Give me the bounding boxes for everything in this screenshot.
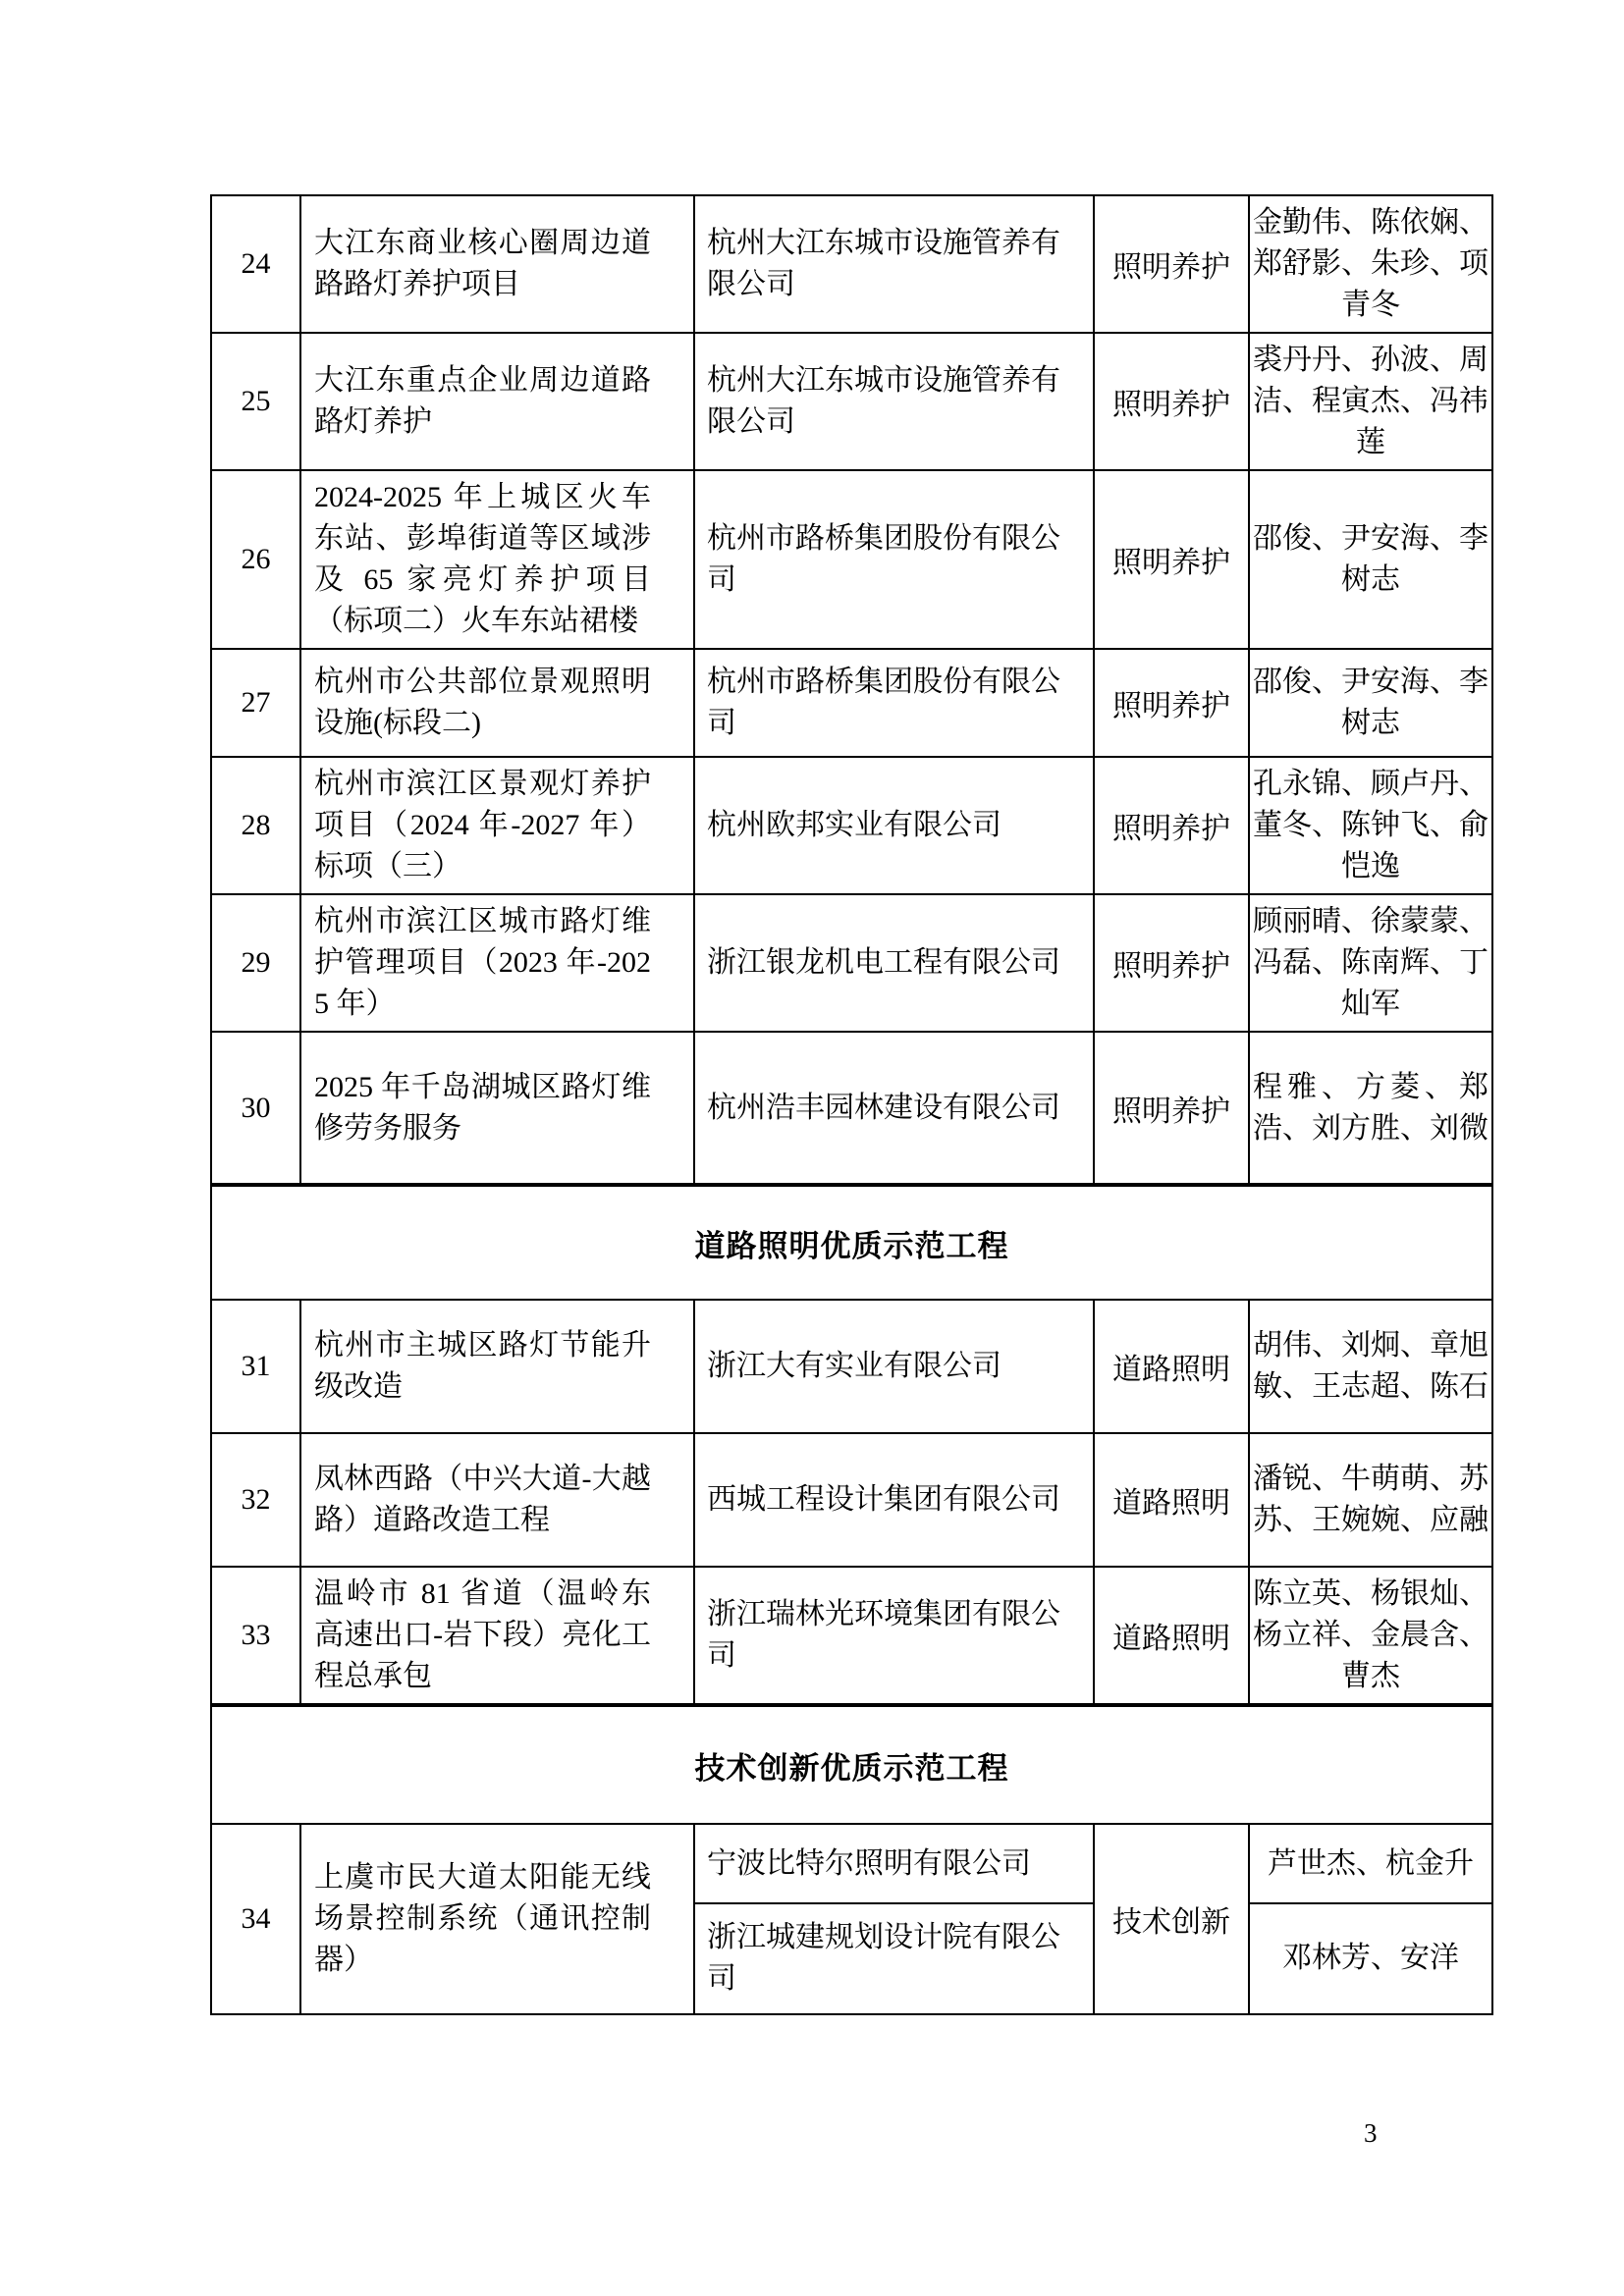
category-label: 技术创新 — [1112, 1906, 1230, 1939]
awardee-names: 邵俊、尹安海、李树志 — [1253, 522, 1489, 596]
company-name: 杭州欧邦实业有限公司 — [707, 809, 1001, 841]
company-name: 杭州浩丰园林建设有限公司 — [707, 1091, 1060, 1124]
category-label: 照明养护 — [1112, 547, 1230, 579]
row-number: 28 — [241, 809, 271, 841]
company-subcell — [695, 1904, 1093, 2012]
row-number: 29 — [241, 946, 271, 979]
row-number: 32 — [241, 1483, 271, 1516]
table-row-30 — [211, 1032, 1492, 1185]
row-number-cell — [211, 470, 300, 649]
company-name: 宁波比特尔照明有限公司 — [707, 1847, 1031, 1880]
category-label: 照明养护 — [1112, 1095, 1230, 1128]
category-label: 照明养护 — [1112, 251, 1230, 284]
project-cell — [300, 894, 694, 1032]
category-label: 照明养护 — [1112, 389, 1230, 421]
names-cell — [1249, 757, 1492, 894]
row-number-cell — [211, 1567, 300, 1705]
table-row-27 — [211, 649, 1492, 757]
section-header-row — [211, 1705, 1492, 1824]
project-name: 温岭市 81 省道（温岭东高速出口-岩下段）亮化工程总承包 — [314, 1577, 651, 1692]
company-cell — [694, 470, 1094, 649]
project-cell — [300, 1824, 694, 2014]
company-name: 杭州大江东城市设施管养有限公司 — [707, 364, 1060, 438]
category-label: 照明养护 — [1112, 813, 1230, 845]
project-cell — [300, 1567, 694, 1705]
row-number: 24 — [241, 247, 271, 280]
awardee-names: 胡伟、刘炯、章旭敏、王志超、陈石 — [1253, 1329, 1489, 1403]
names-cell — [1249, 894, 1492, 1032]
names-cell — [1249, 1300, 1492, 1433]
awardee-names: 陈立英、杨银灿、杨立祥、金晨含、曹杰 — [1253, 1577, 1489, 1692]
row-number-cell — [211, 757, 300, 894]
company-name: 浙江城建规划设计院有限公司 — [707, 1921, 1060, 1995]
names-cell — [1249, 1567, 1492, 1705]
table-row-26 — [211, 470, 1492, 649]
project-name: 杭州市滨江区景观灯养护项目（2024 年-2027 年）标项（三） — [314, 768, 651, 882]
awardee-names: 邵俊、尹安海、李树志 — [1253, 666, 1489, 739]
table-row-24 — [211, 195, 1492, 333]
category-cell — [1094, 195, 1249, 333]
names-cell — [1249, 470, 1492, 649]
section-title: 技术创新优质示范工程 — [694, 1750, 1009, 1786]
section-title: 道路照明优质示范工程 — [694, 1228, 1009, 1263]
category-label: 照明养护 — [1112, 950, 1230, 983]
row-number-cell — [211, 1433, 300, 1567]
table-row-34 — [211, 1824, 1492, 2014]
awardee-names: 程雅、方菱、郑浩、刘方胜、刘微 — [1253, 1070, 1489, 1145]
category-cell — [1094, 757, 1249, 894]
category-cell — [1094, 1433, 1249, 1567]
row-number: 31 — [241, 1350, 271, 1382]
project-cell — [300, 649, 694, 757]
company-cell — [694, 195, 1094, 333]
project-cell — [300, 195, 694, 333]
awardee-names: 金勤伟、陈依娴、郑舒影、朱珍、项青冬 — [1253, 206, 1489, 321]
table-row-32 — [211, 1433, 1492, 1567]
company-name: 西城工程设计集团有限公司 — [707, 1483, 1060, 1516]
names-cell — [1249, 333, 1492, 470]
company-name: 杭州市路桥集团股份有限公司 — [707, 666, 1060, 739]
section-title-cell — [211, 1185, 1492, 1300]
category-cell — [1094, 1300, 1249, 1433]
row-number-cell — [211, 1032, 300, 1185]
section-title-cell — [211, 1705, 1492, 1824]
category-cell — [1094, 333, 1249, 470]
project-cell — [300, 333, 694, 470]
category-cell — [1094, 1824, 1249, 2014]
project-name: 杭州市主城区路灯节能升级改造 — [314, 1329, 651, 1403]
company-cell — [694, 1300, 1094, 1433]
project-name: 上虞市民大道太阳能无线场景控制系统（通讯控制器） — [314, 1861, 651, 1976]
awardee-names: 孔永锦、顾卢丹、董冬、陈钟飞、俞恺逸 — [1253, 768, 1489, 882]
row-number-cell — [211, 1824, 300, 2014]
project-name: 杭州市滨江区城市路灯维护管理项目（2023 年-2025 年） — [314, 905, 651, 1020]
row-number: 30 — [241, 1091, 271, 1124]
company-subcell — [695, 1826, 1093, 1904]
row-number: 26 — [241, 543, 271, 575]
names-subcell — [1250, 1904, 1491, 2012]
company-cell — [694, 1567, 1094, 1705]
names-cell — [1249, 1032, 1492, 1185]
project-name: 2025 年千岛湖城区路灯维修劳务服务 — [314, 1070, 651, 1145]
awardee-names: 芦世杰、杭金升 — [1268, 1847, 1474, 1880]
company-cell — [694, 649, 1094, 757]
table-row-31 — [211, 1300, 1492, 1433]
row-number: 33 — [241, 1619, 271, 1651]
category-cell — [1094, 470, 1249, 649]
row-number-cell — [211, 195, 300, 333]
category-label: 道路照明 — [1112, 1623, 1230, 1655]
project-cell — [300, 757, 694, 894]
project-name: 凤林西路（中兴大道-大越路）道路改造工程 — [314, 1463, 651, 1536]
awardee-names: 裘丹丹、孙波、周洁、程寅杰、冯祎莲 — [1253, 344, 1489, 458]
table-row-25 — [211, 333, 1492, 470]
section-header-row — [211, 1185, 1492, 1300]
category-label: 照明养护 — [1112, 690, 1230, 722]
company-name: 浙江瑞林光环境集团有限公司 — [707, 1598, 1060, 1672]
company-cell — [694, 1032, 1094, 1185]
page-number: 3 — [1364, 2118, 1378, 2148]
company-name: 杭州市路桥集团股份有限公司 — [707, 522, 1060, 596]
project-name: 大江东重点企业周边道路路灯养护 — [314, 364, 651, 438]
category-cell — [1094, 894, 1249, 1032]
project-cell — [300, 470, 694, 649]
category-cell — [1094, 649, 1249, 757]
company-cell — [694, 894, 1094, 1032]
table-row-28 — [211, 757, 1492, 894]
category-label: 道路照明 — [1112, 1487, 1230, 1520]
row-number: 27 — [241, 686, 271, 719]
company-name: 杭州大江东城市设施管养有限公司 — [707, 227, 1060, 300]
project-cell — [300, 1433, 694, 1567]
category-cell — [1094, 1032, 1249, 1185]
awardee-names: 邓林芳、安洋 — [1282, 1942, 1459, 1974]
row-number-cell — [211, 333, 300, 470]
awardee-names: 顾丽晴、徐蒙蒙、冯磊、陈南辉、丁灿军 — [1253, 905, 1489, 1020]
company-cell-split — [694, 1824, 1094, 2014]
row-number: 34 — [241, 1902, 271, 1935]
table-row-33 — [211, 1567, 1492, 1705]
names-cell — [1249, 195, 1492, 333]
row-number: 25 — [241, 385, 271, 417]
company-name: 浙江大有实业有限公司 — [707, 1350, 1001, 1382]
project-cell — [300, 1300, 694, 1433]
company-name: 浙江银龙机电工程有限公司 — [707, 946, 1060, 979]
names-cell-split — [1249, 1824, 1492, 2014]
names-cell — [1249, 1433, 1492, 1567]
row-number-cell — [211, 894, 300, 1032]
awards-table — [210, 194, 1493, 2015]
category-label: 道路照明 — [1112, 1354, 1230, 1386]
names-subcell — [1250, 1826, 1491, 1904]
row-number-cell — [211, 649, 300, 757]
project-name: 杭州市公共部位景观照明设施(标段二) — [314, 666, 651, 739]
awardee-names: 潘锐、牛萌萌、苏苏、王婉婉、应融 — [1253, 1463, 1489, 1536]
project-name: 大江东商业核心圈周边道路路灯养护项目 — [314, 227, 651, 300]
project-name: 2024-2025 年上城区火车东站、彭埠街道等区域涉及 65 家亮灯养护项目（标项二）火车东站裙楼 — [314, 481, 651, 637]
names-cell — [1249, 649, 1492, 757]
company-cell — [694, 333, 1094, 470]
row-number-cell — [211, 1300, 300, 1433]
company-cell — [694, 757, 1094, 894]
table-row-29 — [211, 894, 1492, 1032]
company-cell — [694, 1433, 1094, 1567]
project-cell — [300, 1032, 694, 1185]
category-cell — [1094, 1567, 1249, 1705]
